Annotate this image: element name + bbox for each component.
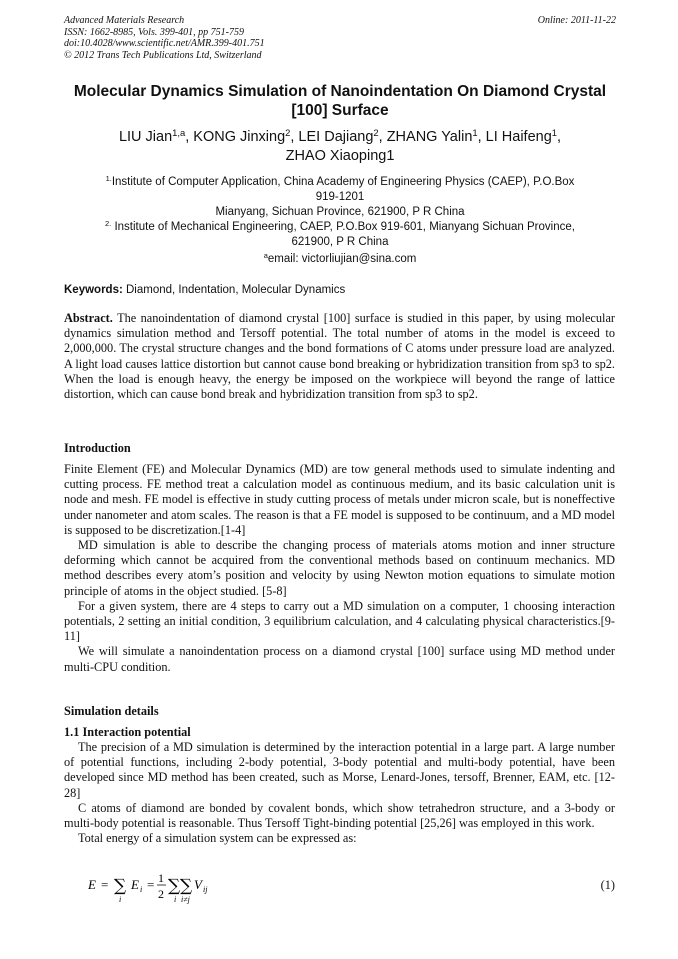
subsection-heading: 1.1 Interaction potential [64, 725, 191, 739]
copyright-line: © 2012 Trans Tech Publications Ltd, Switzerland [64, 49, 262, 61]
intro-paragraph-2: MD simulation is able to describe the changing process of materials atoms motion and inner structure deforming which cannot be acquired from the conventional methods based on continuum mechanics. MD method describes every atom’s position and velocity by using Newton motion equations to simulate motion principle of atoms in the object studied. [5-8] [64, 538, 615, 598]
author-list [64, 128, 616, 166]
eq-V-subscript: ij [203, 885, 208, 894]
contact-email [64, 252, 616, 267]
affiliations [64, 175, 616, 250]
paper-title [64, 82, 616, 120]
author-name: , LEI Dajiang [290, 129, 374, 145]
author-name: , KONG Jinxing [185, 129, 286, 145]
eq-fraction-numerator: 1 [158, 871, 164, 885]
author-affil-mark: 1 [472, 126, 478, 138]
eq-sum-2: ∑ [168, 876, 181, 896]
affil-text: Institute of Computer Application, China Academy of Engineering Physics (CAEP), P.O.Box [111, 176, 575, 188]
issn-line: ISSN: 1662-8985, Vols. 399-401, pp 751-759 [64, 26, 244, 38]
intro-paragraph-4: We will simulate a nanoindentation process on a diamond crystal [100] surface using MD method under multi-CPU condition. [64, 644, 615, 674]
author-line-2: ZHAO Xiaoping1 [285, 148, 395, 164]
eq-sum-1: ∑ [114, 876, 127, 896]
author-name: , ZHANG Yalin [378, 129, 473, 145]
abstract [64, 311, 615, 402]
eq-sum-index: i≠j [181, 895, 190, 904]
affiliation-1-line-2: 919-1201 [315, 191, 365, 203]
author-name: LIU Jian [118, 129, 173, 145]
introduction-body [64, 462, 615, 675]
eq-symbol-Ei: E [131, 877, 139, 892]
intro-paragraph-3: For a given system, there are 4 steps to carry out a MD simulation on a computer, 1 choosing interaction potentials, 2 setting an initial condition, 3 equilibrium calculation, and 4 calculating physical characteristics.[9-11] [64, 598, 615, 644]
author-name: , LI Haifeng [477, 129, 552, 145]
equation-1 [88, 871, 615, 905]
journal-header [64, 15, 616, 61]
keywords-text: Diamond, Indentation, Molecular Dynamics [122, 284, 346, 296]
eq-symbol-V: V [194, 877, 202, 892]
author-separator: , [557, 129, 562, 145]
affil-mark: 2. [105, 218, 112, 228]
eq-Ei-subscript: i [140, 885, 143, 894]
energy-equation [88, 871, 228, 905]
eq-sum-index: i [174, 895, 177, 904]
affil-mark: 1. [105, 173, 112, 183]
doi-line: doi:10.4028/www.scientific.net/AMR.399-401.751 [64, 38, 265, 49]
abstract-paragraph [64, 311, 615, 402]
eq-equals: = [101, 877, 109, 892]
equation-number: (1) [600, 878, 615, 892]
affiliation-1-line-1 [64, 175, 616, 190]
eq-equals: = [147, 877, 155, 892]
title-line-2: [100] Surface [291, 102, 389, 119]
keywords [64, 283, 616, 298]
simulation-body [64, 740, 615, 846]
affiliation-1-line-3: Mianyang, Sichuan Province, 621900, P R China [215, 206, 465, 218]
affil-text: Institute of Mechanical Engineering, CAEP, P.O.Box 919-601, Mianyang Sichuan Province, [111, 221, 575, 233]
author-affil-mark: 2 [285, 126, 291, 138]
introduction-heading: Introduction [64, 441, 131, 455]
keywords-label: Keywords: [64, 284, 123, 296]
sim-paragraph-1: The precision of a MD simulation is determined by the interaction potential in a large part. A large number of potential functions, including 2-body potential, 3-body potential and multi-body potential, have been developed since MD method has been created, such as Morse, Lenard-Jones, tersoff, Brenner, EAM, etc. [12-28] [64, 740, 615, 800]
author-affil-mark: 1,a [172, 126, 186, 138]
email-text: email: victorliujian@sina.com [267, 253, 417, 265]
affiliation-2-line-1 [64, 220, 616, 235]
eq-symbol-E: E [88, 877, 96, 892]
author-line-1 [64, 128, 616, 147]
sim-paragraph-2: C atoms of diamond are bonded by covalent bonds, which show tetrahedron structure, and a 3-body or multi-body potential is reasonable. Thus Tersoff Tight-binding potential [25,26] was employed in this work. [64, 800, 615, 831]
title-line-1: Molecular Dynamics Simulation of Nanoindentation On Diamond Crystal [73, 83, 607, 100]
intro-paragraph-1: Finite Element (FE) and Molecular Dynamics (MD) are tow general methods used to simulate indenting and cutting process. FE method treat a calculation model as continuous medium, and its basic calculation unit is node and mesh. FE model is effective in study cutting process of metals under micron scale, but is noneffective under nanometer and atom scales. The reason is that a FE model is supposed to be continuum, and a MD model is supposed to be discretization.[1-4] [64, 462, 615, 537]
eq-sum-index: i [119, 895, 122, 904]
email-mark: a [263, 250, 268, 260]
online-date: Online: 2011-11-22 [537, 15, 616, 26]
author-affil-mark: 2 [373, 126, 379, 138]
abstract-label: Abstract. [64, 311, 113, 325]
journal-name: Advanced Materials Research [64, 15, 185, 26]
eq-fraction-denominator: 2 [158, 887, 164, 901]
author-affil-mark: 1 [551, 126, 558, 138]
sim-paragraph-3: Total energy of a simulation system can be expressed as: [78, 831, 357, 846]
simulation-heading: Simulation details [64, 704, 159, 718]
eq-sum-3: ∑ [180, 876, 193, 896]
affiliation-2-line-2: 621900, P R China [291, 236, 389, 248]
abstract-text: The nanoindentation of diamond crystal [100] surface is studied in this paper, by using molecular dynamics simulation method and Tersoff potential. The total number of atoms in the model is exceed to 2,000,000. The crystal structure changes and the bond formations of C atoms under pressure load are analyzed. A light load causes lattice distortion but cannot cause bond breaking or hybridization transition from sp3 to sp2. When the load is enough heavy, the energy be imposed on the workpiece will beyond the range of lattice distortion, which can cause bond break and hybridization transition from sp3 to sp2. [64, 311, 615, 402]
